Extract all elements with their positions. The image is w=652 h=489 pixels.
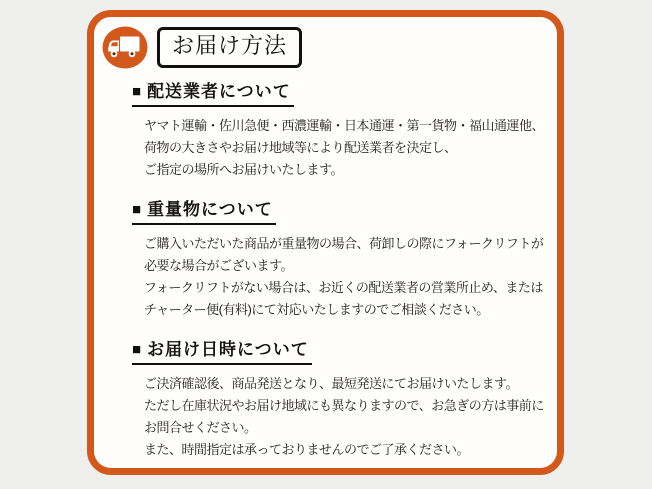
panel-header	[102, 26, 557, 69]
section-heading-text: 配送業者について	[147, 82, 291, 101]
body-line: ご指定の場所へお届けいたします。	[144, 162, 343, 177]
body-line: 必要な場合がございます。	[144, 258, 293, 273]
section-heading	[132, 77, 294, 107]
body-line: チャーター便(有料)にて対応いたしますのでご相談ください。	[144, 302, 489, 317]
delivery-method-panel	[87, 10, 564, 475]
section-delivery-datetime	[132, 335, 551, 461]
section-body	[144, 115, 551, 181]
section-heading	[132, 335, 312, 365]
body-line: ご購入いただいた商品が重量物の場合、荷卸しの際にフォークリフトが	[144, 236, 544, 251]
body-line: ヤマト運輸・佐川急便・西濃運輸・日本通運・第一貨物・福山通運他、	[144, 118, 545, 133]
body-line: ただし在庫状況やお届け地域にも異なりますので、お急ぎの方は事前に	[144, 398, 544, 413]
section-body	[144, 233, 551, 321]
body-line: 荷物の大きさやお届け地域等により配送業者を決定し、	[144, 140, 457, 155]
body-line: ご決済確認後、商品発送となり、最短発送にてお届けいたします。	[144, 376, 518, 391]
square-bullet-icon: ■	[132, 83, 143, 100]
section-heading-text: お届け日時について	[147, 340, 309, 359]
section-carriers	[132, 77, 551, 181]
body-line: お問合せください。	[144, 420, 257, 435]
body-line: フォークリフトがない場合は、お近くの配送業者の営業所止め、または	[144, 280, 543, 295]
panel-title: お届け方法	[157, 27, 302, 68]
square-bullet-icon: ■	[132, 341, 143, 358]
section-body	[144, 373, 551, 461]
truck-icon	[102, 26, 148, 69]
section-heading-text: 重量物について	[147, 200, 273, 219]
body-line: また、時間指定は承っておりませんのでご了承ください。	[144, 442, 470, 457]
square-bullet-icon: ■	[132, 201, 143, 218]
section-heading	[132, 195, 276, 225]
sections-container	[132, 77, 551, 461]
section-heavy-items	[132, 195, 551, 321]
